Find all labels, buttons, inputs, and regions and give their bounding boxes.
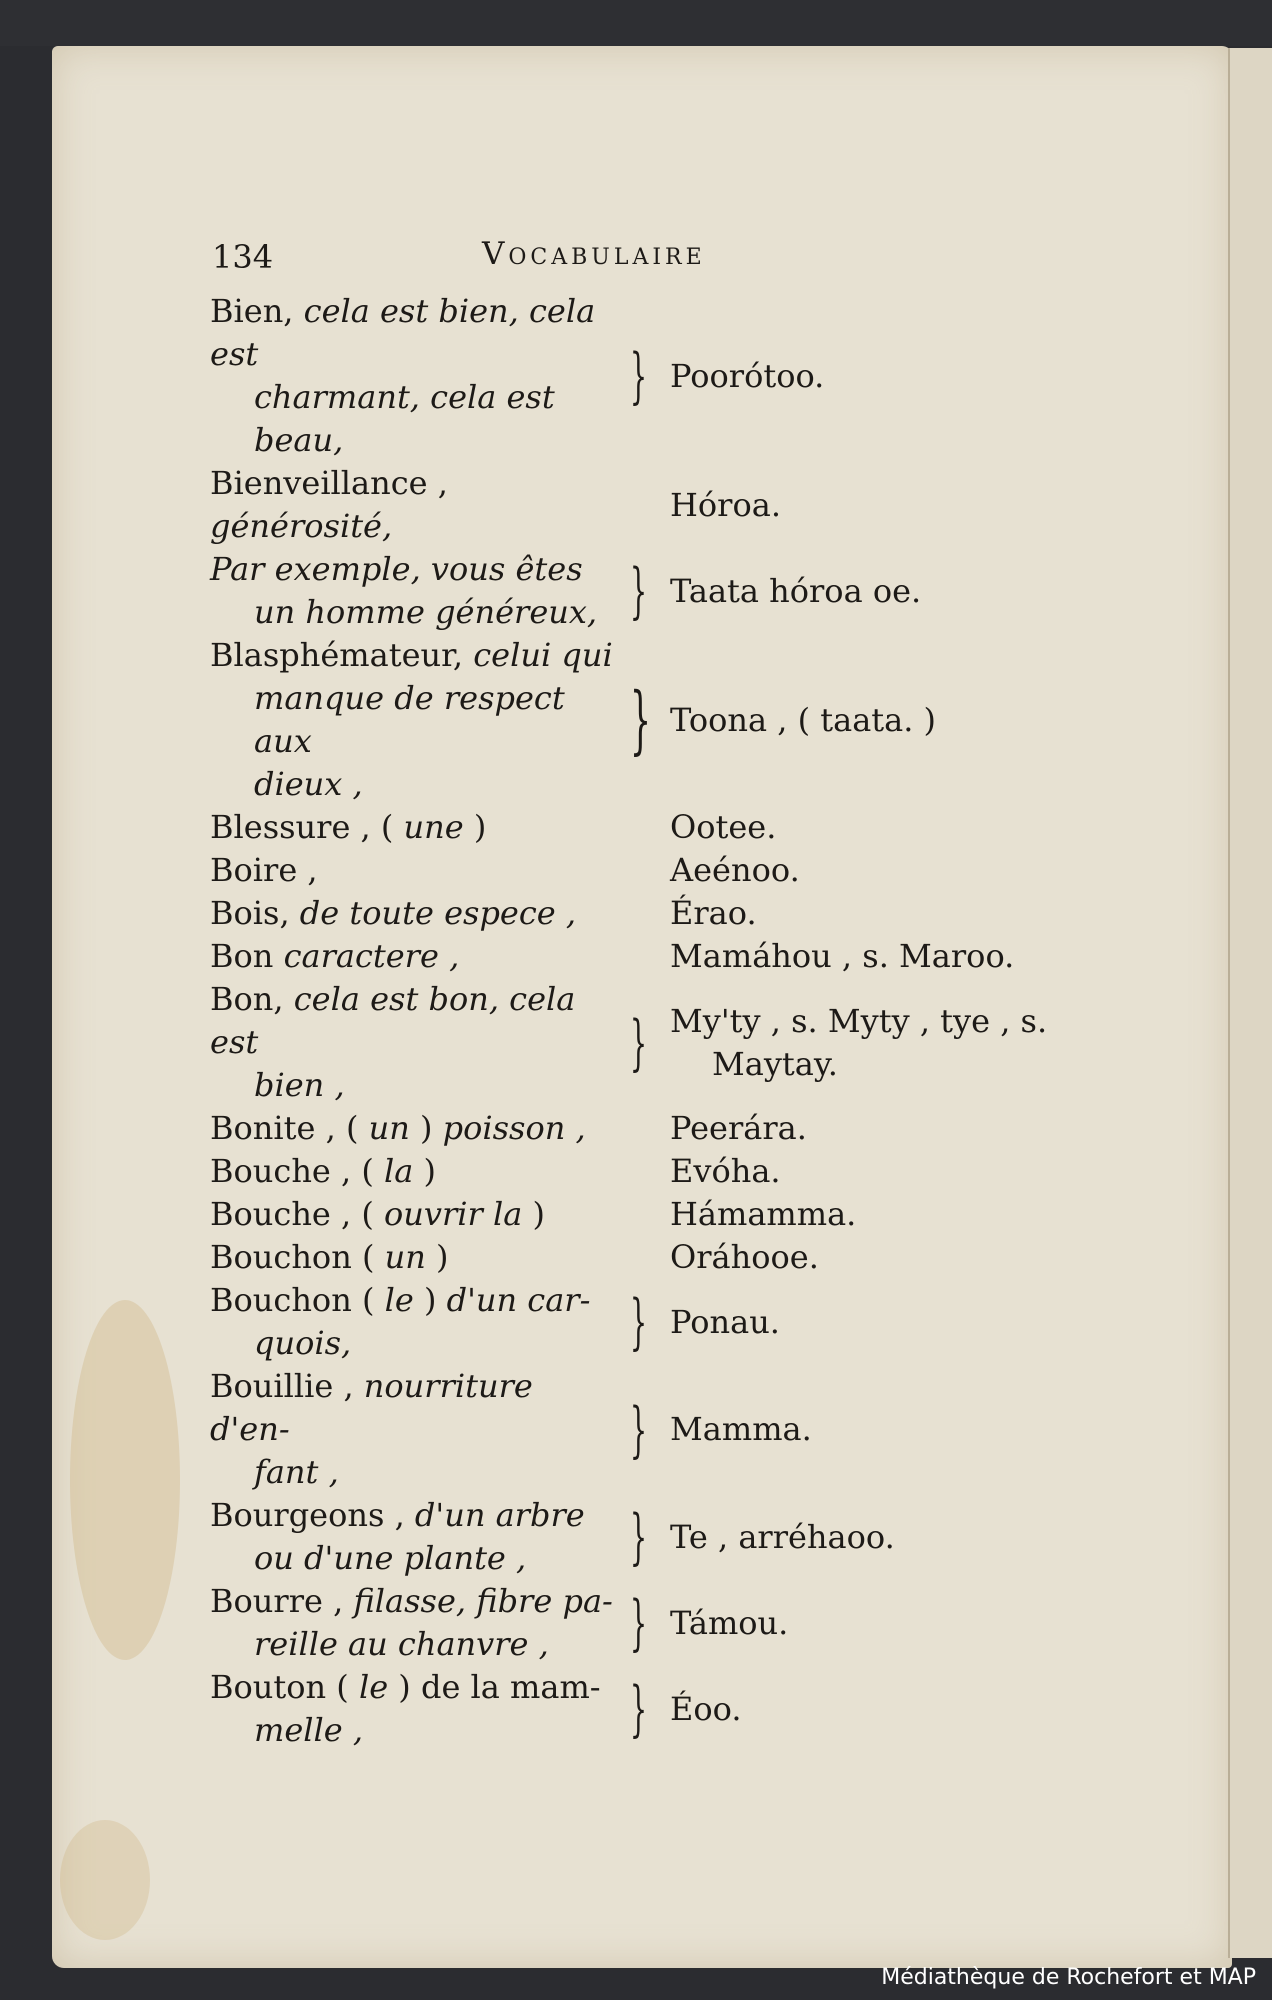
vocabulary-entry — [210, 462, 1110, 548]
french-term — [210, 548, 620, 634]
tahitian-translation — [670, 699, 936, 742]
vocabulary-entry — [210, 935, 1110, 978]
tahitian-translation — [670, 1602, 788, 1645]
term-gloss: un — [384, 1238, 426, 1276]
vocabulary-entry — [210, 806, 1110, 849]
term-head: Bon, — [210, 980, 284, 1018]
term-continuation: melle , — [254, 1711, 364, 1749]
term-gloss: d'un car- — [446, 1281, 591, 1319]
term-continuation: un homme généreux, — [254, 593, 598, 631]
tahitian-translation — [670, 355, 824, 398]
page-number: 134 — [212, 238, 274, 276]
vocabulary-entry — [210, 1666, 1110, 1752]
term-line — [210, 1193, 620, 1236]
french-term — [210, 1193, 620, 1236]
term-head: Par exemple, vous êtes — [210, 550, 583, 588]
vocabulary-entry — [210, 1279, 1110, 1365]
tahitian-translation — [670, 1516, 895, 1559]
vocabulary-entry — [210, 1107, 1110, 1150]
term-after: ) — [532, 1195, 545, 1233]
brace-icon: } — [629, 1287, 648, 1357]
vocabulary-entry — [210, 290, 1110, 462]
term-continuation: quois, — [254, 1324, 352, 1362]
translation-text: Éoo. — [670, 1689, 742, 1728]
translation-text: Ootee. — [670, 808, 777, 846]
term-head: Blessure , ( — [210, 808, 394, 846]
vocabulary-entry — [210, 1365, 1110, 1494]
tahitian-translation — [670, 1000, 1047, 1086]
term-gloss: d'un arbre — [414, 1496, 585, 1534]
term-gloss: celui qui — [473, 636, 613, 674]
term-head: Bourgeons , — [210, 1496, 405, 1534]
term-head: Bienveillance , — [210, 464, 448, 502]
term-after: ) — [419, 1109, 433, 1147]
term-head: Bien, — [210, 292, 294, 330]
french-term — [210, 1279, 620, 1365]
translation-text: My'ty , s. Myty , tye , s. — [670, 1001, 1048, 1040]
french-term — [210, 1494, 620, 1580]
translation-text: Evóha. — [670, 1152, 781, 1190]
tahitian-translation — [670, 806, 776, 849]
translation-text: Aeénoo. — [670, 851, 800, 889]
term-head: Bouton ( — [210, 1668, 349, 1706]
term-gloss: générosité, — [210, 507, 393, 545]
term-line — [210, 1236, 620, 1279]
french-term — [210, 806, 620, 849]
french-term — [210, 1666, 620, 1752]
term-continuation: ou d'une plante , — [254, 1539, 527, 1577]
vocabulary-entry — [210, 1150, 1110, 1193]
term-line — [210, 806, 620, 849]
term-gloss: une — [403, 808, 464, 846]
term-gloss: filasse, fibre pa- — [353, 1582, 613, 1620]
term-line — [210, 462, 620, 548]
brace-icon: } — [629, 1394, 648, 1465]
vocabulary-entry — [210, 849, 1110, 892]
term-gloss: poisson , — [442, 1109, 586, 1147]
term-line — [210, 935, 620, 978]
term-gloss: le — [384, 1281, 414, 1319]
vocabulary-list — [210, 290, 1110, 1752]
tahitian-translation — [670, 484, 781, 527]
translation-continuation: Maytay. — [712, 1044, 838, 1083]
facing-page-edge — [1228, 48, 1272, 1958]
vocabulary-entry — [210, 1580, 1110, 1666]
french-term — [210, 1580, 620, 1666]
term-line — [210, 634, 620, 677]
term-gloss: cela est bien, cela est — [210, 292, 596, 373]
translation-text: Toona , ( taata. ) — [670, 700, 937, 739]
french-term — [210, 1236, 620, 1279]
tahitian-translation — [670, 1408, 812, 1451]
translation-text: Érao. — [670, 894, 757, 932]
term-head: Bon — [210, 937, 274, 975]
brace-icon: } — [629, 1502, 648, 1572]
term-continuation: charmant, cela est beau, — [254, 378, 555, 459]
translation-text: Oráhooe. — [670, 1238, 819, 1276]
term-line — [210, 548, 620, 591]
translation-text: Ponau. — [670, 1302, 780, 1341]
term-gloss: caractere , — [283, 937, 460, 975]
tahitian-translation — [670, 935, 1014, 978]
french-term — [210, 1107, 620, 1150]
vocabulary-entry — [210, 978, 1110, 1107]
term-continuation: fant , — [254, 1453, 339, 1491]
tahitian-translation — [670, 1107, 807, 1150]
term-head: Blasphémateur, — [210, 636, 464, 674]
tahitian-translation — [670, 1301, 780, 1344]
term-after: ) — [423, 1152, 436, 1190]
term-after: ) de la mam- — [398, 1668, 601, 1706]
tahitian-translation — [670, 892, 757, 935]
term-head: Bois, — [210, 894, 290, 932]
translation-text: Támou. — [670, 1603, 789, 1642]
tahitian-translation — [670, 1236, 819, 1279]
vocabulary-entry — [210, 1193, 1110, 1236]
term-line — [210, 1494, 620, 1537]
paper-stain — [70, 1300, 180, 1660]
term-after: ) — [436, 1238, 449, 1276]
tahitian-translation — [670, 849, 800, 892]
term-line — [210, 1666, 620, 1709]
french-term — [210, 290, 620, 462]
french-term — [210, 892, 620, 935]
scan-background — [0, 0, 1272, 46]
tahitian-translation — [670, 1150, 781, 1193]
term-line — [210, 1580, 620, 1623]
translation-text: Peerára. — [670, 1109, 807, 1147]
term-gloss: la — [384, 1152, 414, 1190]
vocabulary-entry — [210, 634, 1110, 806]
term-head: Bouchon ( — [210, 1238, 375, 1276]
running-title: Vocabulaire — [482, 236, 706, 272]
term-head: Bourre , — [210, 1582, 344, 1620]
vocabulary-entry — [210, 1236, 1110, 1279]
translation-text: Poorótoo. — [670, 356, 825, 395]
term-head: Bouillie , — [210, 1367, 354, 1405]
term-gloss: le — [358, 1668, 389, 1706]
term-line — [210, 849, 620, 892]
term-head: Bouche , ( — [210, 1152, 374, 1190]
term-line — [210, 1150, 620, 1193]
term-continuation: dieux , — [254, 765, 363, 803]
term-line — [210, 1279, 620, 1322]
term-after: ) — [473, 808, 487, 846]
translation-text: Hóroa. — [670, 485, 781, 524]
brace-icon: } — [629, 556, 648, 626]
french-term — [210, 462, 620, 548]
brace-icon: } — [629, 1588, 648, 1658]
tahitian-translation — [670, 1193, 856, 1236]
french-term — [210, 978, 620, 1107]
brace-icon: } — [629, 1674, 648, 1744]
term-continuation: reille au chanvre , — [254, 1625, 549, 1663]
french-term — [210, 634, 620, 806]
term-gloss: cela est bon, cela est — [210, 980, 576, 1061]
term-continuation: bien , — [254, 1066, 345, 1104]
translation-text: Mamáhou , s. Maroo. — [670, 937, 1015, 975]
paper-stain — [60, 1820, 150, 1940]
term-gloss: de toute espece , — [299, 894, 577, 932]
translation-text: Taata hóroa oe. — [670, 571, 922, 610]
term-head: Bouchon ( — [210, 1281, 375, 1319]
brace-icon: } — [629, 1007, 648, 1078]
term-after: ) — [423, 1281, 437, 1319]
tahitian-translation — [670, 570, 921, 613]
vocabulary-entry — [210, 548, 1110, 634]
french-term — [210, 1150, 620, 1193]
term-head: Bouche , ( — [210, 1195, 374, 1233]
tahitian-translation — [670, 1688, 742, 1731]
term-line — [210, 290, 620, 376]
french-term — [210, 935, 620, 978]
term-line — [210, 978, 620, 1064]
term-gloss: ouvrir la — [384, 1195, 523, 1233]
term-line — [210, 1365, 620, 1451]
brace-icon: } — [629, 341, 648, 411]
vocabulary-entry — [210, 892, 1110, 935]
vocabulary-entry — [210, 1494, 1110, 1580]
term-continuation: manque de respect aux — [254, 679, 565, 760]
term-line — [210, 892, 620, 935]
image-credit: Médiathèque de Rochefort et MAP — [881, 1965, 1256, 1990]
french-term — [210, 849, 620, 892]
term-line — [210, 1107, 620, 1150]
term-head: Boire , — [210, 851, 318, 889]
french-term — [210, 1365, 620, 1494]
brace-icon: } — [629, 677, 652, 763]
term-gloss: un — [368, 1109, 410, 1147]
term-head: Bonite , ( — [210, 1109, 359, 1147]
translation-text: Hámamma. — [670, 1195, 857, 1233]
translation-text: Te , arréhaoo. — [670, 1517, 895, 1556]
translation-text: Mamma. — [670, 1410, 812, 1448]
term-gloss: nourriture d'en- — [210, 1367, 533, 1448]
